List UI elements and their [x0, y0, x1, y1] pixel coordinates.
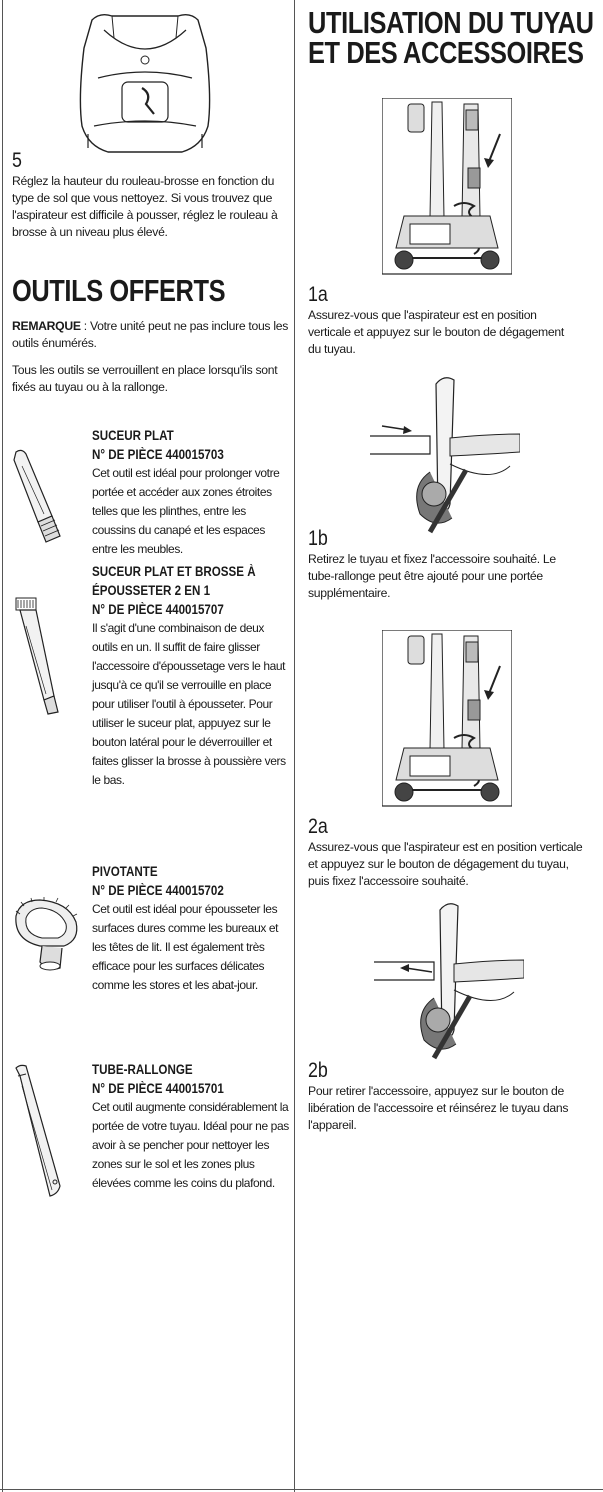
remark-label: REMARQUE	[12, 319, 81, 333]
upright-vacuum-hose-release-icon-2	[382, 630, 512, 808]
remark-text: : Votre unité peut ne pas inclure tous les outils énumérés.	[12, 319, 288, 350]
lock-note: Tous les outils se verrouillent en place lorsqu'ils sont fixés au tuyau ou à la rallonge.	[12, 363, 278, 394]
step-5-text: Réglez la hauteur du rouleau-brosse en fonction du type de sol que vous nettoyez. Si vous trouvez que l'aspirateur est difficile à pousser, réglez le rouleau à brosse à un niveau plus élevé.	[12, 174, 278, 239]
tools-section-title: OUTILS OFFERTS	[12, 273, 226, 308]
step-2b-number: 2b	[308, 1059, 328, 1082]
extension-wand-icon	[12, 1062, 68, 1202]
step-1a-number: 1a	[308, 283, 328, 306]
hose-section-title-line2: ET DES ACCESSOIRES	[308, 35, 584, 70]
tool-part-number: N° DE PIÈCE 440015702	[92, 883, 224, 898]
tool-part-number: N° DE PIÈCE 440015701	[92, 1081, 224, 1096]
tool-name: SUCEUR PLAT ET BROSSE À	[92, 564, 256, 579]
upright-vacuum-hose-release-icon	[382, 98, 512, 276]
column-divider	[294, 0, 295, 1492]
hose-handle-detach-icon	[374, 900, 524, 1060]
tool-name-line2: ÉPOUSSETER 2 EN 1	[92, 583, 211, 598]
step-1b-number: 1b	[308, 527, 328, 550]
step-2b-text: Pour retirer l'accessoire, appuyez sur le bouton de libération de l'accessoire et réinsérez le tuyau dans l'appareil.	[308, 1084, 569, 1132]
tool-crevice-brush	[92, 562, 290, 790]
tool-part-number: N° DE PIÈCE 440015703	[92, 447, 224, 462]
step-5-number: 5	[12, 149, 22, 172]
bottom-page-border	[0, 1489, 603, 1490]
step-1a-text: Assurez-vous que l'aspirateur est en position verticale et appuyez sur le bouton de dégagement du tuyau.	[308, 308, 564, 356]
tool-description: Cet outil augmente considérablement la portée de votre tuyau. Idéal pour ne pas avoir à se pencher pour nettoyer les zones sur le sol et les zones plus élevées comme les coins du plafond.	[92, 1100, 289, 1190]
step-1b-text: Retirez le tuyau et fixez l'accessoire souhaité. Le tube-rallonge peut être ajouté pour une portée supplémentaire.	[308, 552, 556, 600]
swivel-brush-icon	[10, 896, 82, 976]
remark-paragraph	[12, 318, 290, 352]
tool-part-number: N° DE PIÈCE 440015707	[92, 602, 224, 617]
step-2a-number: 2a	[308, 815, 328, 838]
tool-description: Cet outil est idéal pour épousseter les surfaces dures comme les bureaux et les têtes de lit. Il est également très efficace pour les surfaces délicates comme les stores et les abat-jour.	[92, 902, 279, 992]
left-page-border	[2, 0, 3, 1492]
tool-name: SUCEUR PLAT	[92, 428, 174, 443]
hose-section-title-line1: UTILISATION DU TUYAU	[308, 5, 594, 40]
tool-extension-wand	[92, 1060, 290, 1193]
crevice-tool-icon	[8, 446, 72, 546]
step-2a-text: Assurez-vous que l'aspirateur est en position verticale et appuyez sur le bouton de dégagement du tuyau, puis fixez l'accessoire souhaité.	[308, 840, 583, 888]
tool-crevice	[92, 426, 290, 559]
tool-name: TUBE-RALLONGE	[92, 1062, 193, 1077]
crevice-dusting-brush-icon	[14, 596, 64, 716]
tool-description: Il s'agit d'une combinaison de deux outils en un. Il suffit de faire glisser l'accessoire d'époussetage vers le haut jusqu'à ce qu'il se verrouille en place pour utiliser l'outil à épousseter. Pour utiliser le suceur plat, appuyez sur le bouton latéral pour le déverrouiller et faites glisser la brosse à poussière vers le bas.	[92, 621, 286, 787]
tool-name: PIVOTANTE	[92, 864, 158, 879]
tool-description: Cet outil est idéal pour prolonger votre portée et accéder aux zones étroites telles que les plinthes, entre les coussins du canapé et les espaces entre les meubles.	[92, 466, 280, 556]
hose-handle-attach-icon	[370, 374, 520, 534]
tool-swivel	[92, 862, 290, 995]
vacuum-height-adjust-illustration	[72, 8, 218, 156]
